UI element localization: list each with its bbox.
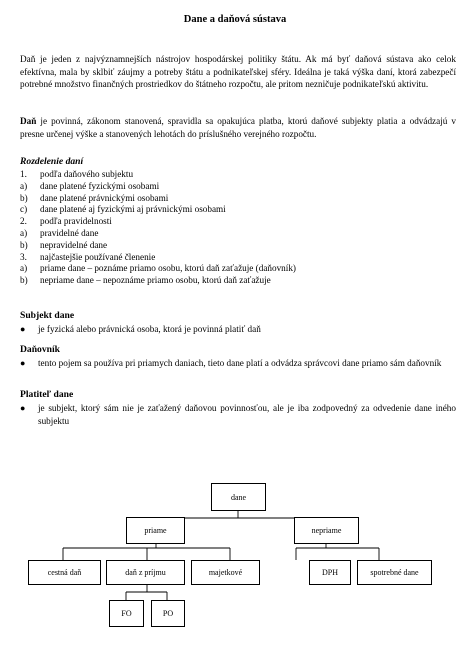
- list-text: dane platené právnickými osobami: [40, 192, 169, 203]
- list-text: dane platené aj fyzickými aj právnickými osobami: [40, 204, 226, 215]
- list-text: priame dane – poznáme priamo osobu, ktorú daň zaťažuje (daňovník): [40, 263, 296, 274]
- node-dane: dane: [211, 483, 266, 511]
- platitel-heading: Platiteľ dane: [20, 389, 74, 400]
- list-marker: b): [20, 192, 28, 203]
- list-item: [20, 193, 296, 205]
- rozdelenie-heading: Rozdelenie daní: [20, 156, 84, 167]
- tax-hierarchy-diagram: [0, 480, 470, 650]
- platitel-bullet: [20, 402, 456, 427]
- danovnik-bullet: [20, 357, 456, 370]
- node-po: PO: [151, 600, 185, 627]
- list-item: [20, 240, 296, 252]
- node-fo: FO: [109, 600, 144, 627]
- subjekt-heading: Subjekt dane: [20, 310, 75, 321]
- list-text: podľa daňového subjektu: [40, 169, 134, 179]
- list-text: dane platené fyzickými osobami: [40, 180, 160, 191]
- node-spotrebne-dane: spotrebné dane: [357, 560, 432, 585]
- list-marker: a): [20, 263, 28, 274]
- bullet-icon: ●: [20, 358, 26, 368]
- list-item: [20, 228, 296, 240]
- list-marker: a): [20, 180, 28, 191]
- subjekt-bullet: [20, 323, 456, 336]
- list-text: podľa pravidelnosti: [40, 216, 112, 227]
- node-priame: priame: [126, 517, 185, 544]
- danovnik-text: tento pojem sa používa pri priamych daniach, tieto dane platí a odvádza správcovi dane priamo sám daňovník: [38, 358, 442, 368]
- list-marker: a): [20, 227, 28, 238]
- list-item: [20, 216, 296, 228]
- intro-paragraph: Daň je jeden z najvýznamnejších nástrojov hospodárskej politiky štátu. Ak má byť daňová sústava ako celok efektívna, mala by sklbiť záujmy a potreby štátu a podnikateľskej sféry. Ideálna je taká výška daní, ktorá zabezpečí potrebné množstvo finančných prostriedkov do štátneho rozpočtu, ale pritom nezničuje podnikateľskú aktivitu.: [20, 54, 456, 90]
- definition-text: je povinná, zákonom stanovená, spravidla sa opakujúca platba, ktorú daňové subjekty platia a odvádzajú v presne určenej výške a stanovených lehotách do príslušného verejného rozpočtu.: [20, 116, 456, 139]
- list-text: pravidelné dane: [40, 227, 99, 238]
- node-majetkove: majetkové: [191, 560, 260, 585]
- list-item: [20, 263, 296, 275]
- danovnik-heading: Daňovník: [20, 344, 60, 355]
- list-item: [20, 204, 296, 216]
- list-item: [20, 169, 296, 181]
- rozdelenie-list: [20, 169, 296, 287]
- list-item: [20, 181, 296, 193]
- list-item: [20, 275, 296, 287]
- list-text: najčastejšie používané členenie: [40, 251, 156, 262]
- node-nepriame: nepriame: [294, 517, 359, 544]
- bullet-icon: ●: [20, 403, 26, 413]
- list-marker: 2.: [20, 216, 27, 227]
- list-marker: b): [20, 239, 28, 250]
- page-title: Dane a daňová sústava: [183, 14, 287, 25]
- definition-term: Daň: [20, 116, 37, 126]
- list-marker: c): [20, 204, 28, 215]
- list-marker: b): [20, 275, 28, 286]
- platitel-text: je subjekt, ktorý sám nie je zaťažený daňovou povinnosťou, ale je iba zodpovedný za odvedenie dane iného subjektu: [38, 403, 456, 426]
- list-marker: 1.: [20, 169, 27, 179]
- definition-paragraph: [20, 115, 456, 140]
- list-item: [20, 252, 296, 264]
- bullet-icon: ●: [20, 324, 26, 334]
- list-marker: 3.: [20, 251, 27, 262]
- node-dan-z-prijmu: daň z príjmu: [106, 560, 185, 585]
- list-text: nepravidelné dane: [40, 239, 108, 250]
- node-cestna-dan: cestná daň: [28, 560, 101, 585]
- subjekt-text: je fyzická alebo právnická osoba, ktorá je povinná platiť daň: [38, 324, 261, 334]
- node-dph: DPH: [309, 560, 351, 585]
- list-text: nepriame dane – nepoznáme priamo osobu, ktorú daň zaťažuje: [40, 275, 271, 286]
